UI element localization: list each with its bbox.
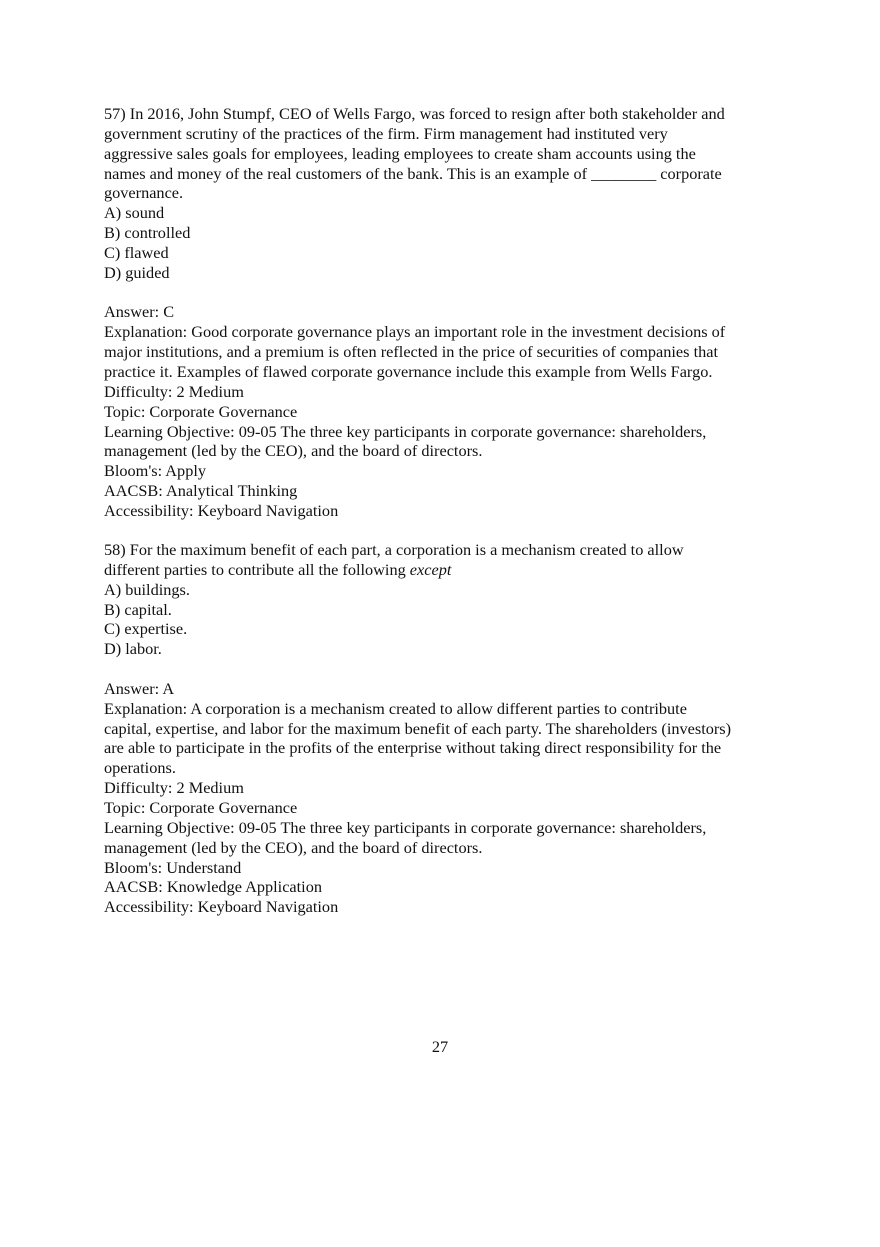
accessibility: Accessibility: Keyboard Navigation (104, 500, 339, 520)
option: B) capital. (104, 599, 172, 619)
explanation-line: Explanation: Good corporate governance plays an important role in the investment decisions of (104, 322, 726, 342)
explanation-line: practice it. Examples of flawed corporate governance include this example from Wells Fargo. (104, 361, 713, 381)
topic: Topic: Corporate Governance (104, 797, 298, 817)
option: D) labor. (104, 639, 162, 659)
aacsb: AACSB: Analytical Thinking (104, 481, 298, 501)
topic: Topic: Corporate Governance (104, 401, 298, 421)
learning-objective-line: Learning Objective: 09-05 The three key participants in corporate governance: shareholders, (104, 817, 707, 837)
question-stem-line: 58) For the maximum benefit of each part, a corporation is a mechanism created to allow (104, 540, 684, 559)
question-stem-line (104, 560, 784, 580)
bloom: Bloom's: Apply (104, 461, 206, 481)
answer: Answer: C (104, 302, 175, 322)
aacsb: AACSB: Knowledge Application (104, 877, 322, 897)
learning-objective-line: management (led by the CEO), and the board of directors. (104, 837, 483, 857)
stem-text: different parties to contribute all the following (104, 559, 410, 579)
explanation-line: capital, expertise, and labor for the maximum benefit of each party. The shareholders (investors) (104, 718, 732, 738)
option: A) sound (104, 203, 165, 223)
option: D) guided (104, 262, 170, 282)
option: C) flawed (104, 242, 169, 262)
question-stem-line: aggressive sales goals for employees, leading employees to create sham accounts using the (104, 143, 696, 163)
option: B) controlled (104, 223, 191, 243)
explanation-line: major institutions, and a premium is often reflected in the price of securities of companies that (104, 342, 718, 362)
page-number: 27 (431, 1037, 449, 1056)
learning-objective-line: Learning Objective: 09-05 The three key participants in corporate governance: shareholders, (104, 421, 707, 441)
question-stem-line: governance. (104, 183, 184, 203)
option: C) expertise. (104, 619, 188, 639)
option: A) buildings. (104, 579, 190, 599)
question-stem-line: 57) In 2016, John Stumpf, CEO of Wells Fargo, was forced to resign after both stakeholder and (104, 104, 725, 123)
answer: Answer: A (104, 678, 175, 698)
question-stem-line: names and money of the real customers of the bank. This is an example of ________ corporate (104, 163, 722, 183)
difficulty: Difficulty: 2 Medium (104, 778, 244, 798)
bloom: Bloom's: Understand (104, 857, 242, 877)
question-58 (104, 540, 784, 917)
explanation-line: Explanation: A corporation is a mechanism created to allow different parties to contribute (104, 698, 687, 718)
stem-italic: except (409, 559, 452, 579)
question-57 (104, 104, 784, 521)
difficulty: Difficulty: 2 Medium (104, 381, 244, 401)
accessibility: Accessibility: Keyboard Navigation (104, 897, 339, 917)
question-stem-line: government scrutiny of the practices of the firm. Firm management had instituted very (104, 123, 668, 143)
explanation-line: operations. (104, 758, 176, 778)
learning-objective-line: management (led by the CEO), and the board of directors. (104, 441, 483, 461)
explanation-line: are able to participate in the profits of the enterprise without taking direct responsibility for the (104, 738, 722, 758)
